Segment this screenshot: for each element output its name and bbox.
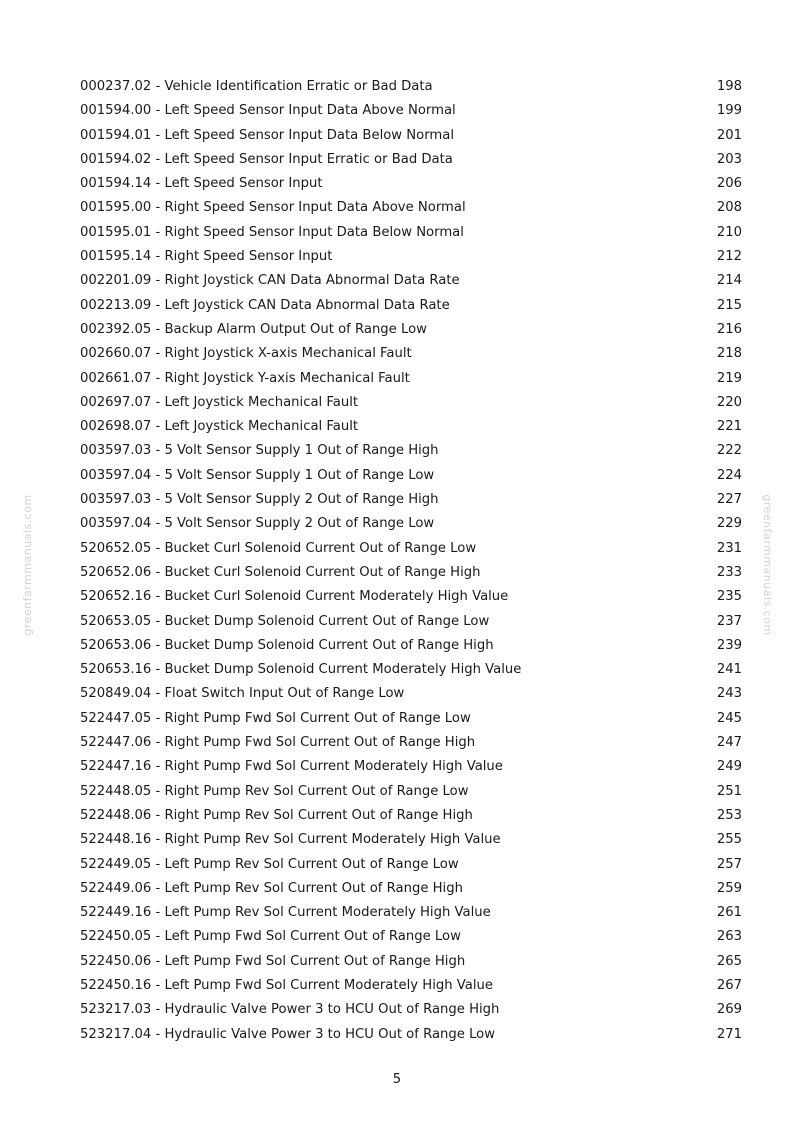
toc-entry-page: 259 [716,880,742,896]
toc-entry[interactable] [80,731,742,755]
toc-entry-page: 235 [716,589,742,605]
toc-entry[interactable] [80,172,742,196]
toc-entry-title: 003597.03 - 5 Volt Sensor Supply 2 Out of Range High [80,492,439,508]
toc-entry-page: 247 [716,735,742,751]
toc-entry-page: 269 [716,1002,742,1018]
toc-entry-title: 003597.04 - 5 Volt Sensor Supply 1 Out of Range Low [80,467,435,483]
toc-entry-title: 520652.16 - Bucket Curl Solenoid Current Moderately High Value [80,589,509,605]
toc-entry[interactable] [80,415,742,439]
toc-entry[interactable] [80,221,742,245]
watermark-right: greenfarmmanuals.com [761,494,774,636]
page-number: 5 [392,1072,402,1087]
toc-entry-title: 522450.05 - Left Pump Fwd Sol Current Out of Range Low [80,929,461,945]
toc-entry[interactable] [80,780,742,804]
toc-entry-title: 520652.06 - Bucket Curl Solenoid Current Out of Range High [80,564,481,580]
toc-entry[interactable] [80,488,742,512]
toc-entry[interactable] [80,828,742,852]
toc-entry[interactable] [80,658,742,682]
toc-entry[interactable] [80,610,742,634]
toc-entry[interactable] [80,877,742,901]
toc-entry-page: 215 [716,297,742,313]
toc-entry[interactable] [80,75,742,99]
toc-entry-page: 241 [716,662,742,678]
toc-entry[interactable] [80,537,742,561]
toc-entry[interactable] [80,269,742,293]
toc-entry-page: 253 [716,807,742,823]
toc-entry-title: 001594.14 - Left Speed Sensor Input [80,176,323,192]
toc-entry-title: 003597.03 - 5 Volt Sensor Supply 1 Out of Range High [80,443,439,459]
toc-entry[interactable] [80,974,742,998]
toc-entry[interactable] [80,707,742,731]
toc-entry-title: 522448.06 - Right Pump Rev Sol Current Out of Range High [80,807,473,823]
toc-entry-page: 227 [716,492,742,508]
table-of-contents [80,75,742,1047]
toc-entry[interactable] [80,124,742,148]
toc-entry-title: 000237.02 - Vehicle Identification Erratic or Bad Data [80,79,433,94]
toc-entry-page: 271 [716,1026,742,1042]
toc-entry-title: 001595.00 - Right Speed Sensor Input Data Above Normal [80,200,466,216]
toc-entry-page: 221 [716,419,742,435]
toc-entry-title: 520653.05 - Bucket Dump Solenoid Current Out of Range Low [80,613,490,629]
toc-entry[interactable] [80,464,742,488]
toc-entry[interactable] [80,585,742,609]
toc-entry-page: 265 [716,953,742,969]
toc-entry-title: 002213.09 - Left Joystick CAN Data Abnormal Data Rate [80,297,450,313]
toc-entry[interactable] [80,925,742,949]
toc-entry-page: 233 [716,564,742,580]
toc-entry-page: 201 [716,127,742,143]
toc-entry-title: 002201.09 - Right Joystick CAN Data Abnormal Data Rate [80,273,460,289]
toc-entry-page: 255 [716,832,742,848]
toc-entry[interactable] [80,755,742,779]
toc-entry-title: 003597.04 - 5 Volt Sensor Supply 2 Out of Range Low [80,516,435,532]
toc-entry[interactable] [80,682,742,706]
watermark-left: greenfarmmanuals.com [21,494,34,636]
toc-entry-page: 216 [716,321,742,337]
toc-entry-title: 522447.05 - Right Pump Fwd Sol Current Out of Range Low [80,710,471,726]
toc-entry-title: 522449.06 - Left Pump Rev Sol Current Out of Range High [80,880,463,896]
toc-entry-title: 520653.06 - Bucket Dump Solenoid Current Out of Range High [80,637,494,653]
toc-entry[interactable] [80,634,742,658]
toc-entry-page: 206 [716,176,742,192]
toc-entry-title: 001594.00 - Left Speed Sensor Input Data Above Normal [80,103,456,119]
toc-entry-page: 199 [716,103,742,119]
toc-entry-page: 212 [716,249,742,265]
toc-entry-page: 243 [716,686,742,702]
toc-entry-title: 522449.16 - Left Pump Rev Sol Current Moderately High Value [80,905,491,921]
toc-entry-title: 522448.16 - Right Pump Rev Sol Current Moderately High Value [80,832,501,848]
toc-entry-page: 239 [716,637,742,653]
toc-entry-page: 229 [716,516,742,532]
toc-entry[interactable] [80,1023,742,1047]
toc-entry-title: 002392.05 - Backup Alarm Output Out of Range Low [80,321,427,337]
toc-entry-page: 231 [716,540,742,556]
toc-entry-page: 224 [716,467,742,483]
toc-entry-title: 002698.07 - Left Joystick Mechanical Fault [80,419,359,435]
toc-entry-page: 220 [716,394,742,410]
toc-entry-title: 001595.14 - Right Speed Sensor Input [80,249,333,265]
toc-entry-title: 520653.16 - Bucket Dump Solenoid Current Moderately High Value [80,662,522,678]
toc-entry-page: 198 [716,79,742,94]
toc-entry-title: 522450.16 - Left Pump Fwd Sol Current Moderately High Value [80,977,493,993]
toc-entry-page: 214 [716,273,742,289]
toc-entry-title: 002661.07 - Right Joystick Y-axis Mechanical Fault [80,370,410,386]
toc-entry[interactable] [80,342,742,366]
toc-entry[interactable] [80,512,742,536]
toc-entry-title: 522450.06 - Left Pump Fwd Sol Current Out of Range High [80,953,466,969]
toc-entry-title: 001594.01 - Left Speed Sensor Input Data Below Normal [80,127,454,143]
toc-entry-page: 245 [716,710,742,726]
toc-entry-title: 001595.01 - Right Speed Sensor Input Data Below Normal [80,224,464,240]
toc-entry-page: 210 [716,224,742,240]
toc-entry-page: 263 [716,929,742,945]
toc-entry-title: 001594.02 - Left Speed Sensor Input Erratic or Bad Data [80,151,453,167]
toc-entry-title: 523217.04 - Hydraulic Valve Power 3 to HCU Out of Range Low [80,1026,496,1042]
toc-entry[interactable] [80,391,742,415]
toc-entry[interactable] [80,950,742,974]
toc-entry-page: 237 [716,613,742,629]
toc-entry-page: 267 [716,977,742,993]
toc-entry[interactable] [80,561,742,585]
toc-entry[interactable] [80,148,742,172]
toc-entry-page: 203 [716,151,742,167]
toc-entry[interactable] [80,439,742,463]
toc-entry[interactable] [80,99,742,123]
toc-entry[interactable] [80,196,742,220]
toc-entry-title: 522447.16 - Right Pump Fwd Sol Current Moderately High Value [80,759,503,775]
toc-entry-title: 522447.06 - Right Pump Fwd Sol Current Out of Range High [80,735,476,751]
toc-entry-title: 002660.07 - Right Joystick X-axis Mechanical Fault [80,346,412,362]
toc-entry[interactable] [80,294,742,318]
toc-entry-title: 523217.03 - Hydraulic Valve Power 3 to HCU Out of Range High [80,1002,500,1018]
toc-entry[interactable] [80,998,742,1022]
toc-entry[interactable] [80,853,742,877]
toc-entry[interactable] [80,245,742,269]
toc-entry[interactable] [80,367,742,391]
toc-entry-page: 261 [716,905,742,921]
toc-entry-page: 257 [716,856,742,872]
toc-entry-page: 218 [716,346,742,362]
toc-entry-page: 251 [716,783,742,799]
toc-entry-page: 208 [716,200,742,216]
toc-entry-page: 249 [716,759,742,775]
toc-entry-page: 219 [716,370,742,386]
toc-entry-title: 522449.05 - Left Pump Rev Sol Current Out of Range Low [80,856,459,872]
toc-entry-title: 002697.07 - Left Joystick Mechanical Fault [80,394,359,410]
toc-entry-title: 520849.04 - Float Switch Input Out of Range Low [80,686,405,702]
toc-entry-title: 522448.05 - Right Pump Rev Sol Current Out of Range Low [80,783,469,799]
toc-entry[interactable] [80,804,742,828]
toc-entry-page: 222 [716,443,742,459]
toc-entry[interactable] [80,318,742,342]
toc-entry[interactable] [80,901,742,925]
toc-entry-title: 520652.05 - Bucket Curl Solenoid Current Out of Range Low [80,540,477,556]
